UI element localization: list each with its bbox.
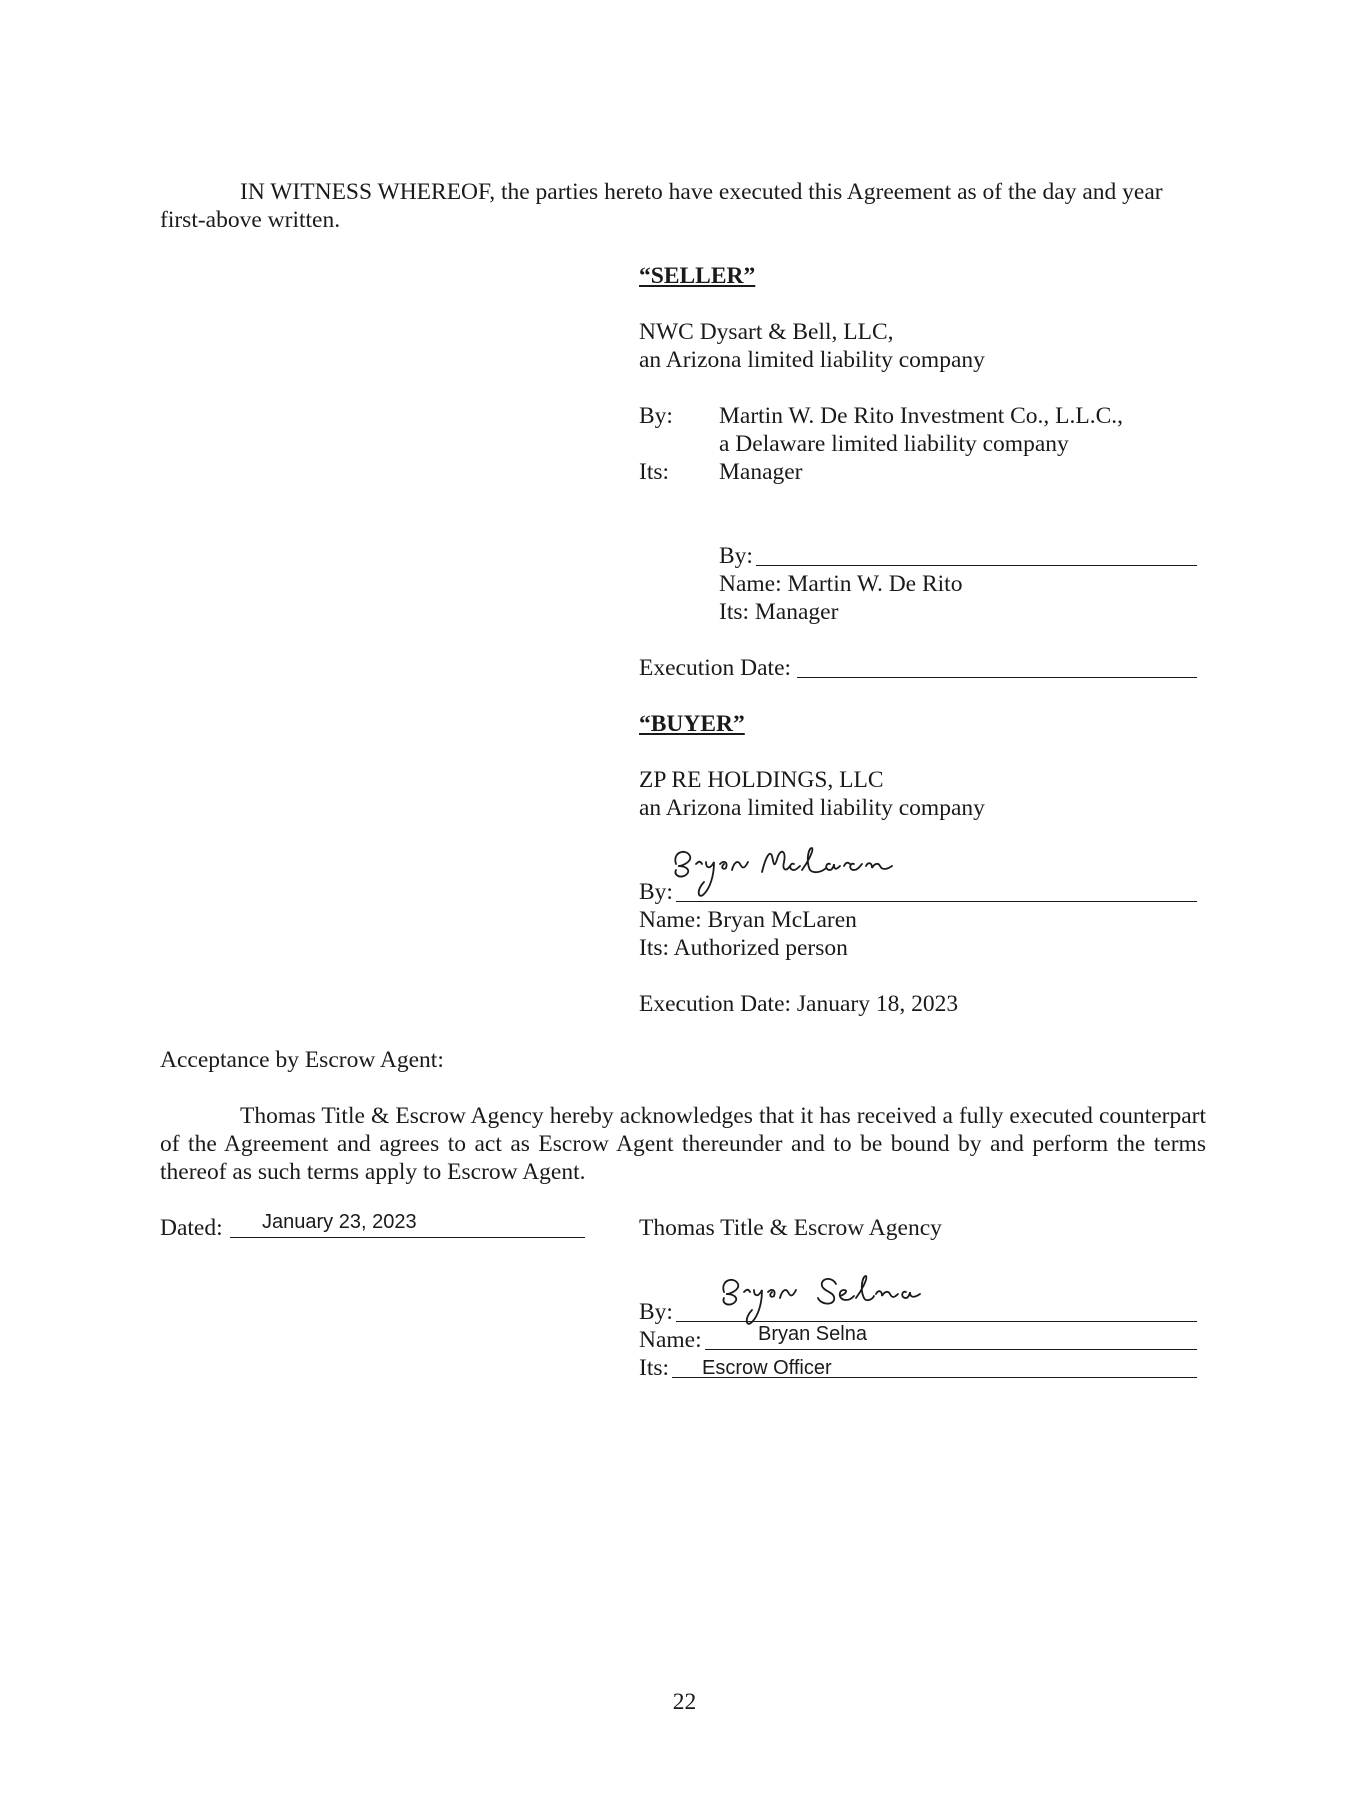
escrow-name-line[interactable] [705,1349,1197,1350]
buyer-company: ZP RE HOLDINGS, LLC [639,767,884,793]
seller-by-desc: a Delaware limited liability company [719,431,1069,457]
page-number: 22 [672,1689,697,1715]
escrow-name-value: Bryan Selna [758,1323,867,1345]
buyer-signature-line[interactable] [676,901,1197,902]
seller-by-label: By: [639,403,673,429]
buyer-company-desc: an Arizona limited liability company [639,795,985,821]
buyer-by-label: By: [639,879,673,905]
escrow-by-label: By: [639,1299,673,1325]
seller-company-desc: an Arizona limited liability company [639,347,985,373]
escrow-agency: Thomas Title & Escrow Agency [639,1215,942,1241]
seller-exec-date-label: Execution Date: [639,655,792,681]
dated-label: Dated: [160,1215,223,1241]
seller-company: NWC Dysart & Bell, LLC, [639,319,894,345]
dated-value: January 23, 2023 [262,1211,417,1233]
escrow-signature-line[interactable] [676,1321,1197,1322]
seller-by-value: Martin W. De Rito Investment Co., L.L.C., [719,403,1124,429]
dated-line[interactable] [230,1237,585,1238]
seller-sign-its: Its: Manager [719,599,839,625]
witness-line-2: first-above written. [160,207,341,233]
escrow-name-label: Name: [639,1327,702,1353]
seller-its-label: Its: [639,459,670,485]
escrow-its-label: Its: [639,1355,670,1381]
seller-exec-date-line[interactable] [797,677,1197,678]
escrow-acceptance-label: Acceptance by Escrow Agent: [160,1047,444,1073]
witness-line-1: IN WITNESS WHEREOF, the parties hereto have executed this Agreement as of the day and year [240,179,1163,205]
seller-heading: “SELLER” [639,263,756,289]
seller-sign-by-label: By: [719,543,753,569]
seller-its-value: Manager [719,459,803,485]
escrow-paragraph: Thomas Title & Escrow Agency hereby acknowledges that it has received a fully executed counterpart of the Agreement and agrees to act as Escrow Agent thereunder and to be bound by and perform the terms thereof as such terms apply to Escrow Agent. [160,1103,1206,1185]
seller-signature-line[interactable] [756,565,1197,566]
buyer-its: Its: Authorized person [639,935,848,961]
seller-sign-name: Name: Martin W. De Rito [719,571,963,597]
buyer-signature [662,842,922,904]
buyer-exec-date: Execution Date: January 18, 2023 [639,991,959,1017]
buyer-name: Name: Bryan McLaren [639,907,857,933]
buyer-heading: “BUYER” [639,711,745,737]
escrow-its-value: Escrow Officer [702,1357,832,1379]
